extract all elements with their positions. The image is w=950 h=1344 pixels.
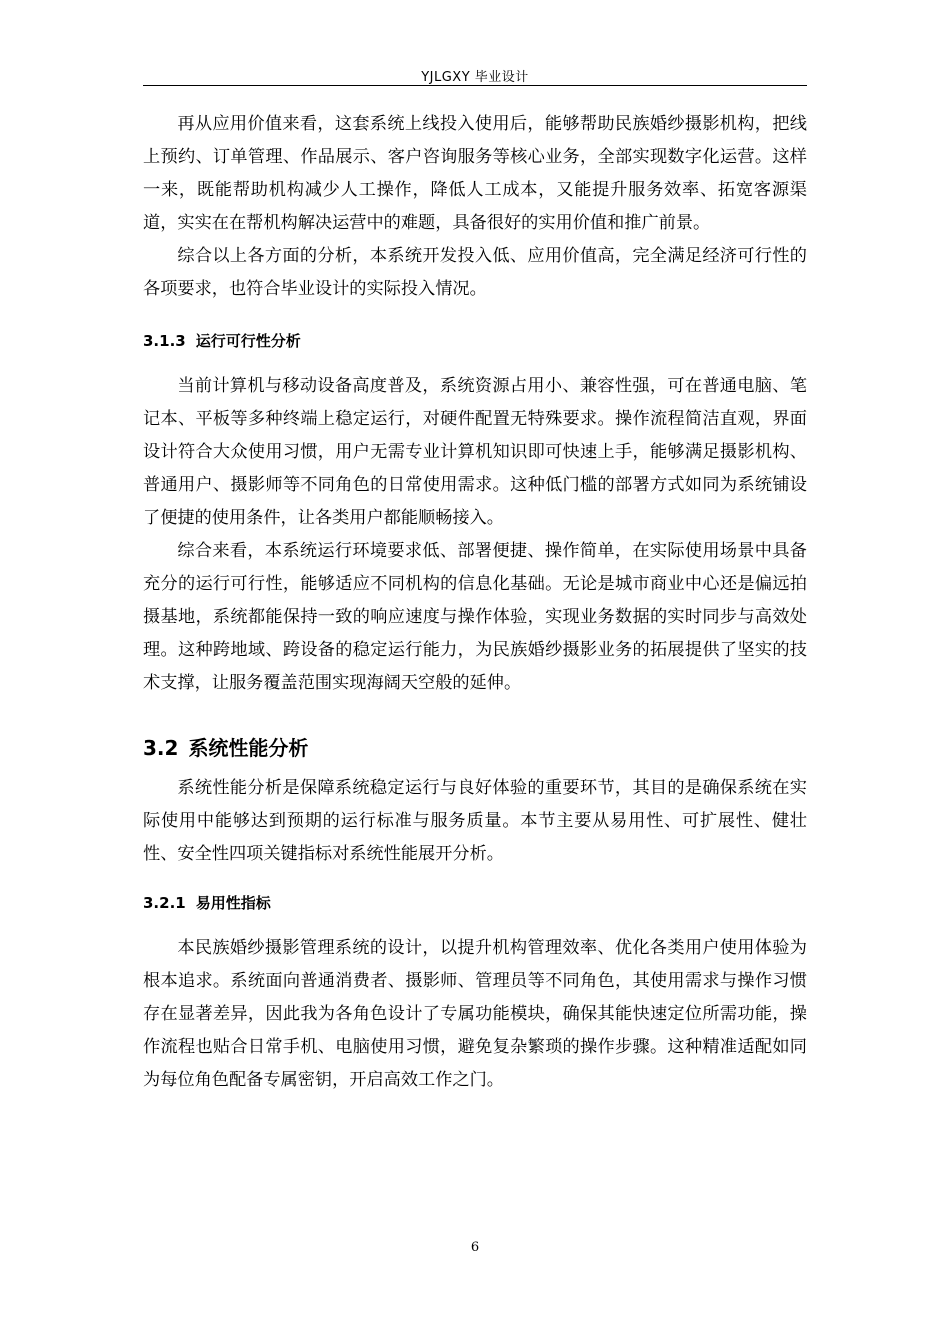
paragraph-application-value: 再从应用价值来看，这套系统上线投入使用后，能够帮助民族婚纱摄影机构，把线上预约、订单管理、作品展示、客户咨询服务等核心业务，全部实现数字化运营。这样一来，既能帮助机构减少人工操作，降低人工成本，又能提升服务效率、拓宽客源渠道，实实在在帮机构解决运营中的难题，具备很好的实用价值和推广前景。 xyxy=(143,114,807,233)
heading-number: 3.2.1 xyxy=(143,894,186,912)
page-number: 6 xyxy=(470,1240,480,1255)
heading-number: 3.2 xyxy=(143,736,179,760)
heading-title: 易用性指标 xyxy=(195,894,271,912)
paragraph-usability: 本民族婚纱摄影管理系统的设计，以提升机构管理效率、优化各类用户使用体验为根本追求。系统面向普通消费者、摄影师、管理员等不同角色，其使用需求与操作习惯存在显著差异，因此我为各角色设计了专属功能模块，确保其能快速定位所需功能，操作流程也贴合日常手机、电脑使用习惯，避免复杂繁琐的操作步骤。这种精准适配如同为每位角色配备专属密钥，开启高效工作之门。 xyxy=(143,938,807,1090)
paragraph-economic-summary: 综合以上各方面的分析，本系统开发投入低、应用价值高，完全满足经济可行性的各项要求，也符合毕业设计的实际投入情况。 xyxy=(143,246,807,299)
heading-number: 3.1.3 xyxy=(143,332,186,350)
page-body xyxy=(143,108,807,1097)
heading-3-2 xyxy=(143,730,807,766)
heading-3-2-1 xyxy=(143,887,807,920)
paragraph-operational-summary: 综合来看，本系统运行环境要求低、部署便捷、操作简单，在实际使用场景中具备充分的运行可行性，能够适应不同机构的信息化基础。无论是城市商业中心还是偏远拍摄基地，系统都能保持一致的响应速度与操作体验，实现业务数据的实时同步与高效处理。这种跨地域、跨设备的稳定运行能力，为民族婚纱摄影业务的拓展提供了坚实的技术支撑，让服务覆盖范围实现海阔天空般的延伸。 xyxy=(143,541,807,693)
paragraph-operational-env: 当前计算机与移动设备高度普及，系统资源占用小、兼容性强，可在普通电脑、笔记本、平板等多种终端上稳定运行，对硬件配置无特殊要求。操作流程简洁直观，界面设计符合大众使用习惯，用户无需专业计算机知识即可快速上手，能够满足摄影机构、普通用户、摄影师等不同角色的日常使用需求。这种低门槛的部署方式如同为系统铺设了便捷的使用条件，让各类用户都能顺畅接入。 xyxy=(143,376,807,528)
paragraph-performance-intro: 系统性能分析是保障系统稳定运行与良好体验的重要环节，其目的是确保系统在实际使用中能够达到预期的运行标准与服务质量。本节主要从易用性、可扩展性、健壮性、安全性四项关键指标对系统性能展开分析。 xyxy=(143,778,807,864)
header-rule xyxy=(143,85,807,86)
heading-3-1-3 xyxy=(143,325,807,358)
running-header: YJLGXY 毕业设计 xyxy=(421,70,529,85)
heading-title: 运行可行性分析 xyxy=(195,332,301,350)
heading-title: 系统性能分析 xyxy=(188,736,309,760)
